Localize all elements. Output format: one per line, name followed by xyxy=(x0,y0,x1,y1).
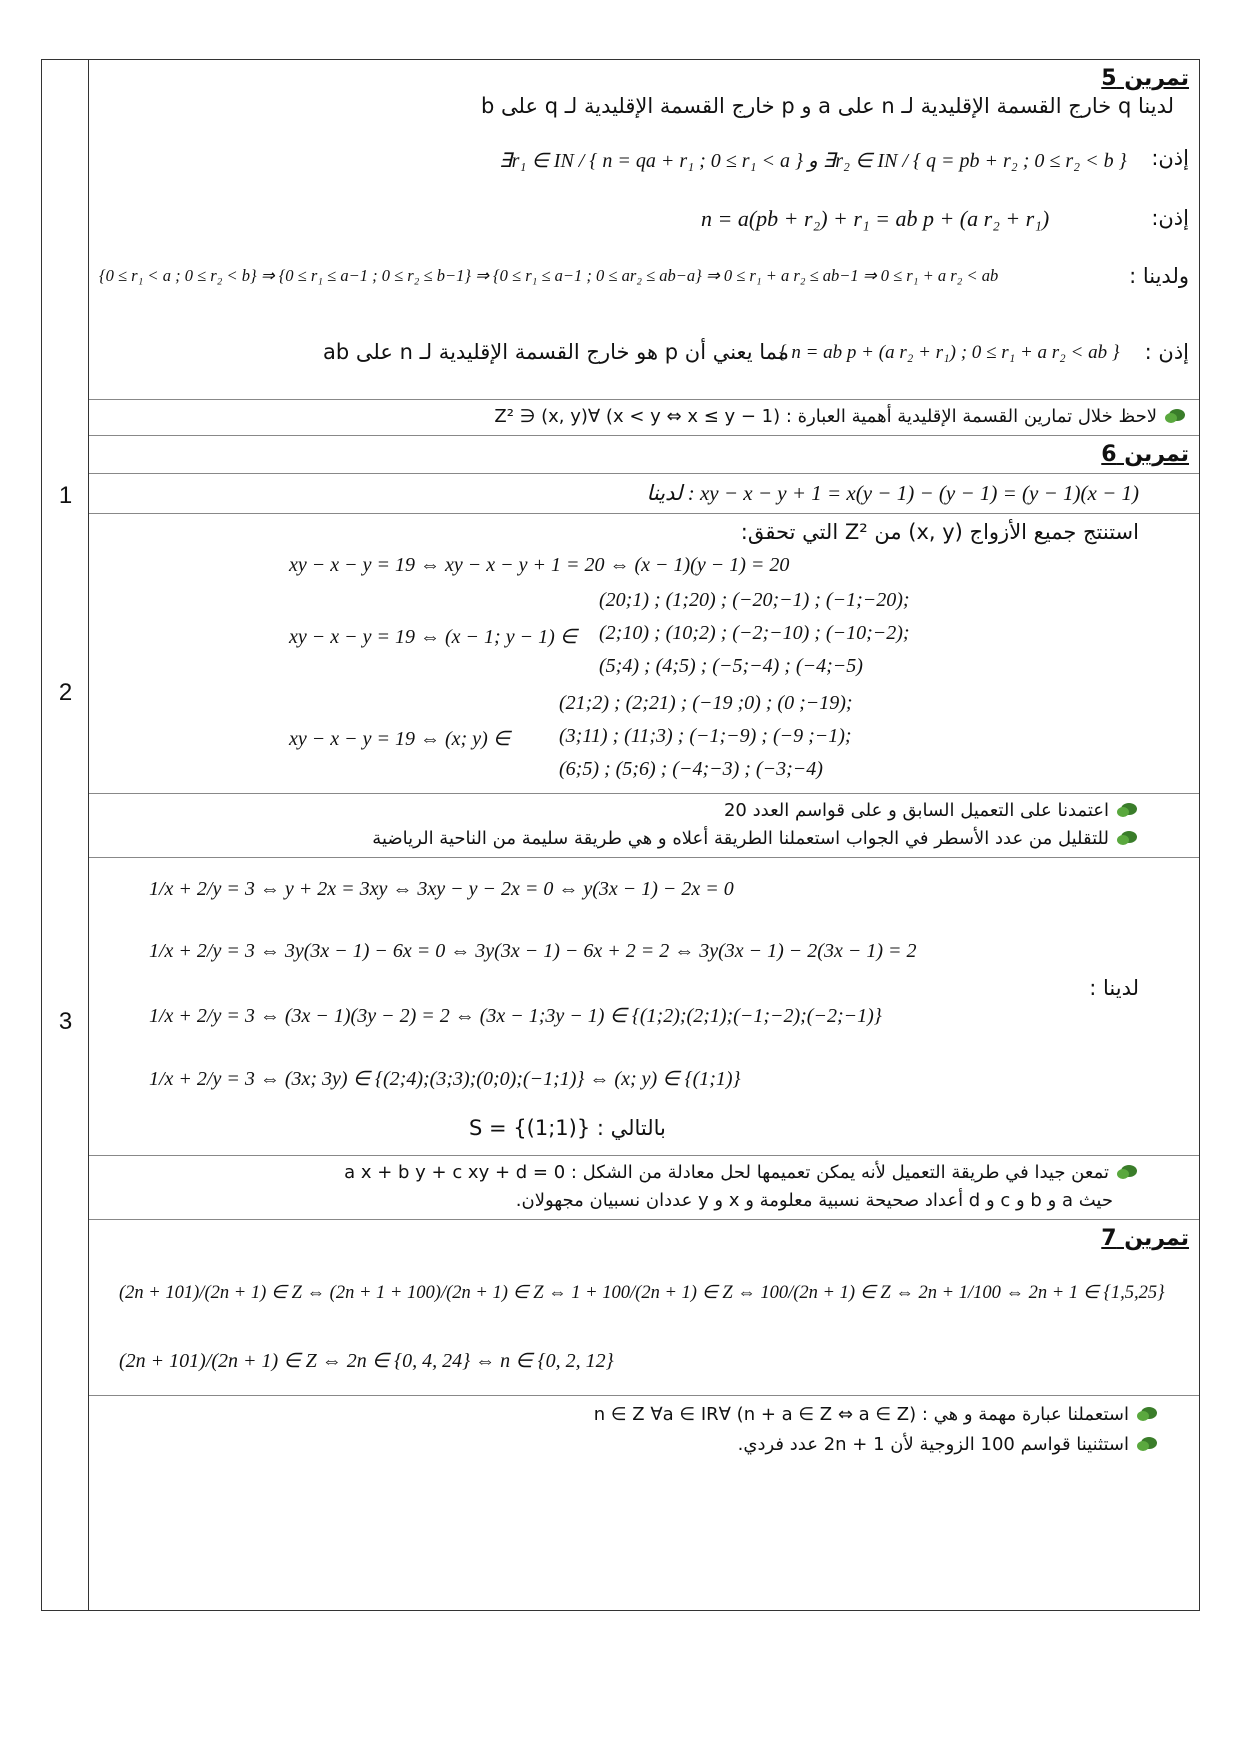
number-column xyxy=(42,60,89,1610)
exercise-5-title: تمرين 5 xyxy=(1101,66,1189,91)
ex7-note-1: استعملنا عبارة مهمة و هي : (n + a ∈ Z ⇔ a ∈ Z) ∀n ∈ Z ∀a ∈ IR xyxy=(594,1404,1159,1425)
exercise-6-title: تمرين 6 xyxy=(1101,442,1189,467)
ex5-statement: لدينا q خارج القسمة الإقليدية لـ n على a و p خارج القسمة الإقليدية لـ q على b xyxy=(481,94,1174,118)
speech-bubble-icon xyxy=(1163,409,1187,425)
exercise-7-block xyxy=(89,1220,1199,1396)
ex5-note-row xyxy=(89,400,1199,436)
ex6-part2-notes xyxy=(89,794,1199,858)
ex6-part2-line2: xy − x − y = 19 ⇔ (x − 1; y − 1) ∈ xyxy=(289,626,578,648)
ex6-part2-line3: xy − x − y = 19 ⇔ (x; y) ∈ xyxy=(289,728,511,750)
set-solutions-row-3: (6;5) ; (5;6) ; (−4;−3) ; (−3;−4) xyxy=(559,758,823,780)
ex6-part3-label: لدينا : xyxy=(1089,976,1139,1000)
part-number-1: 1 xyxy=(58,482,73,509)
speech-bubble-icon xyxy=(1135,1437,1159,1453)
ex5-inequalities: {0 ≤ r₁ < a ; 0 ≤ r₂ < b} ⇒ {0 ≤ r₁ ≤ a−1 ; 0 ≤ r₂ ≤ b−1} ⇒ {0 ≤ r₁ ≤ a−1 ; 0 ≤ ar₂ ≤ ab−a} ⇒ 0 ≤ r₁ + a r₂ ≤ ab−1 ⇒ 0 ≤ r₁ + a r₂ < ab xyxy=(99,266,999,285)
ex5-note: لاحظ خلال تمارين القسمة الإقليدية أهمية العبارة : (x < y ⇔ x ≤ y − 1) ∀(x, y) ∈ Z² xyxy=(494,406,1187,427)
speech-bubble-icon xyxy=(1135,1407,1159,1423)
set-solutions-row-1: (21;2) ; (2;21) ; (−19 ;0) ; (0 ;−19); xyxy=(559,692,853,714)
exercise-6-title-row xyxy=(89,436,1199,474)
part-number-2: 2 xyxy=(58,679,73,706)
ex6-part3-line4: 1/x + 2/y = 3 ⇔ (3x; 3y) ∈ {(2;4);(3;3);(0;0);(−1;1)} ⇔ (x; y) ∈ {(1;1)} xyxy=(149,1068,741,1090)
exercise-7-title: تمرين 7 xyxy=(1101,1226,1189,1251)
ex5-label-3: ولدينا : xyxy=(1129,264,1189,288)
ex6-part3-line2: 1/x + 2/y = 3 ⇔ 3y(3x − 1) − 6x = 0 ⇔ 3y(3x − 1) − 6x + 2 = 2 ⇔ 3y(3x − 1) − 2(3x − 1) = 2 xyxy=(149,940,917,962)
ex6-factorization: لدينا : xy − x − y + 1 = x(y − 1) − (y − 1) = (y − 1)(x − 1) xyxy=(646,481,1139,505)
ex6-part3-solution: بالتالي : S = {(1;1)} xyxy=(469,1116,666,1140)
ex6-part-2 xyxy=(58,514,1199,794)
set-solutions-row-2: (3;11) ; (11;3) ; (−1;−9) ; (−9 ;−1); xyxy=(559,725,852,747)
ex7-line2: (2n + 101)/(2n + 1) ∈ Z ⇔ 2n ∈ {0, 4, 24} ⇔ n ∈ {0, 2, 12} xyxy=(119,1350,614,1372)
exercise-5-block xyxy=(89,60,1199,400)
speech-bubble-icon xyxy=(1115,831,1139,847)
ex6-part-3 xyxy=(58,858,1199,1156)
part-number-3: 3 xyxy=(58,1008,73,1035)
ex7-line1: (2n + 101)/(2n + 1) ∈ Z ⇔ (2n + 1 + 100)/(2n + 1) ∈ Z ⇔ 1 + 100/(2n + 1) ∈ Z ⇔ 100/(2n + 1) ∈ Z ⇔ 2n + 1/100 ⇔ 2n + 1 ∈ {1,5,25} xyxy=(119,1283,1165,1303)
ex6-note-3: تمعن جيدا في طريقة التعميل لأنه يمكن تعميمها لحل معادلة من الشكل : a x + b y + c xy + d = 0 xyxy=(344,1162,1139,1183)
ex6-part2-question: استنتج جميع الأزواج (x, y) من Z² التي تحقق: xyxy=(740,520,1139,544)
ex5-existence: ∃r₁ ∈ IN / { n = qa + r₁ ; 0 ≤ r₁ < a } و ∃r₂ ∈ IN / { q = pb + r₂ ; 0 ≤ r₂ < b } xyxy=(499,150,1127,172)
set-divisors-row-1: (20;1) ; (1;20) ; (−20;−1) ; (−1;−20); xyxy=(599,589,910,611)
set-divisors-row-3: (5;4) ; (4;5) ; (−5;−4) ; (−4;−5) xyxy=(599,655,863,677)
ex5-label-2: إذن: xyxy=(1151,206,1189,230)
ex7-note-2: استثنينا قواسم 100 الزوجية لأن 2n + 1 عدد فردي. xyxy=(738,1434,1159,1455)
ex6-part3-line1: 1/x + 2/y = 3 ⇔ y + 2x = 3xy ⇔ 3xy − y − 2x = 0 ⇔ y(3x − 1) − 2x = 0 xyxy=(149,878,734,900)
speech-bubble-icon xyxy=(1115,803,1139,819)
ex5-label-1: إذن: xyxy=(1151,146,1189,170)
ex5-system: { n = ab p + (a r₂ + r₁) ; 0 ≤ r₁ + a r₂ < ab } xyxy=(779,342,1120,363)
exercise-sheet xyxy=(41,59,1200,1611)
ex7-notes xyxy=(89,1396,1199,1466)
ex6-part-1 xyxy=(58,474,1199,514)
ex6-part3-line3: 1/x + 2/y = 3 ⇔ (3x − 1)(3y − 2) = 2 ⇔ (3x − 1;3y − 1) ∈ {(1;2);(2;1);(−1;−2);(−2;−1)} xyxy=(149,1005,882,1027)
ex5-conclusion: مما يعني أن p هو خارج القسمة الإقليدية لـ n على ab xyxy=(323,340,789,364)
set-divisors-row-2: (2;10) ; (10;2) ; (−2;−10) ; (−10;−2); xyxy=(599,622,910,644)
ex5-expansion: n = a(pb + r₂) + r₁ = ab p + (a r₂ + r₁) xyxy=(701,206,1050,231)
ex6-note-2: للتقليل من عدد الأسطر في الجواب استعملنا الطريقة أعلاه و هي طريقة سليمة من الناحية الرياضية xyxy=(372,828,1139,849)
ex6-part3-notes xyxy=(89,1156,1199,1220)
speech-bubble-icon xyxy=(1115,1165,1139,1181)
ex6-part2-line1: xy − x − y = 19 ⇔ xy − x − y + 1 = 20 ⇔ (x − 1)(y − 1) = 20 xyxy=(289,554,790,576)
ex5-label-4: إذن : xyxy=(1144,340,1189,364)
ex6-note-1: اعتمدنا على التعميل السابق و على قواسم العدد 20 xyxy=(724,800,1139,821)
ex6-note-4: حيث a و b و c و d أعداد صحيحة نسبية معلومة و x و y عددان نسبيان مجهولان. xyxy=(515,1190,1113,1211)
